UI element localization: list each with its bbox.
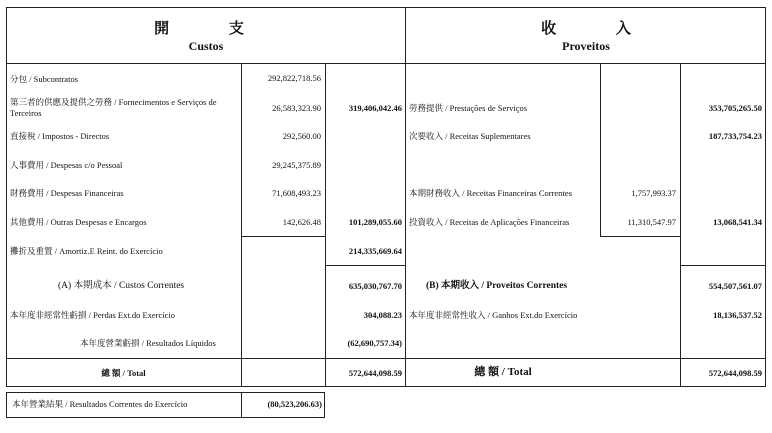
- rev-total-aplicacoes: 13,068,541.34: [713, 217, 762, 227]
- cost-value-fornecimentos: 26,583,323.90: [272, 103, 321, 113]
- rev-label-suplementares: 次要收入 / Receitas Suplementares: [409, 131, 531, 141]
- cost-label-total: 總 額 / Total: [101, 368, 146, 378]
- costs-section-divider: [241, 236, 325, 237]
- cost-label-subcontratos: 分包 / Subcontratos: [10, 74, 78, 84]
- cost-subtotal-perdas: 304,088.23: [363, 310, 402, 320]
- revenue-sub-rule: [600, 236, 680, 237]
- rule-before-costs-correntes: [325, 265, 406, 266]
- current-results-value: (80,523,206.63): [267, 399, 322, 409]
- cost-label-financeiras: 財務費用 / Despesas Financeiras: [10, 188, 124, 198]
- cost-subtotal-total: 572,644,098.59: [348, 368, 402, 378]
- cost-label-impostos: 直接稅 / Impostos - Directos: [10, 131, 110, 141]
- rule-before-total: [6, 358, 766, 359]
- rule-before-proveitos: [680, 265, 766, 266]
- cost-value-outras: 142,626.48: [282, 217, 321, 227]
- header-divider: [6, 63, 766, 64]
- cost-subtotal-fornecimentos: 319,406,042.46: [348, 103, 402, 113]
- rev-value-fin-correntes: 1,757,993.37: [631, 188, 676, 198]
- cost-value-impostos: 292,560.00: [282, 131, 321, 141]
- rev-label-total: 總 額 / Total: [474, 366, 532, 378]
- revenue-header-en: Proveitos: [562, 39, 610, 53]
- cost-label-fornecimentos: 第三者的供應及提供之勞務 / Fornecimentos e Serviços de: [10, 97, 217, 107]
- rev-total-suplementares: 187,733,754.23: [708, 131, 762, 141]
- rev-total-total: 572,644,098.59: [708, 368, 762, 378]
- rev-label-servicos: 勞務提供 / Prestações de Serviços: [409, 103, 528, 113]
- costs-header-en: Custos: [188, 39, 224, 53]
- rev-value-aplicacoes: 11,310,547.97: [627, 217, 676, 227]
- rev-label-ganhos: 本年度非經常性收入 / Ganhos Ext.do Exercício: [409, 310, 578, 320]
- cost-label-amortiz: 攤折及重置 / Amortiz.E Reint. do Exercício: [10, 246, 163, 256]
- rev-total-servicos: 353,705,265.50: [708, 103, 762, 113]
- cost-label-perdas: 本年度非經常性虧損 / Perdas Ext.do Exercício: [10, 310, 176, 320]
- cost-value-financeiras: 71,608,493.23: [272, 188, 321, 198]
- cost-label-outras: 其他費用 / Outras Despesas e Encargos: [10, 217, 147, 227]
- cost-subtotal-outras: 101,289,055.60: [348, 217, 402, 227]
- revenue-header-zh: 收 入: [541, 21, 659, 37]
- rev-label-fin-correntes: 本期財務收入 / Receitas Financeiras Correntes: [409, 188, 572, 198]
- rev-total-ganhos: 18,136,537.52: [713, 310, 762, 320]
- rev-total-correntes: 554,507,561.07: [708, 281, 762, 291]
- cost-subtotal-correntes: 635,030,767.70: [348, 281, 402, 291]
- cost-value-subcontratos: 292,822,718.56: [267, 73, 321, 83]
- cost-label-pessoal: 人事費用 / Despesas c/o Pessoal: [10, 160, 123, 170]
- cost-subtotal-amortiz: 214,335,669.64: [348, 246, 402, 256]
- rev-label-aplicacoes: 投資收入 / Receitas de Aplicações Financeiras: [409, 217, 570, 227]
- rev-label-correntes: (B) 本期收入 / Proveitos Correntes: [426, 281, 568, 291]
- cost-value-pessoal: 29,245,375.89: [272, 160, 321, 170]
- center-divider: [405, 7, 406, 387]
- current-results-label: 本年營業結果 / Resultados Correntes do Exercício: [12, 399, 188, 409]
- cost-label-resultados: 本年度營業虧損 / Resultados Líquidos: [80, 338, 216, 348]
- revenue-value-col-left: [600, 63, 601, 237]
- costs-header-zh: 開 支: [154, 21, 272, 37]
- cost-subtotal-resultados: (62,690,757.34): [347, 338, 402, 348]
- cost-label-fornecimentos-2: Terceiros: [10, 108, 42, 118]
- cost-label-correntes: (A) 本期成本 / Custos Correntes: [58, 281, 185, 291]
